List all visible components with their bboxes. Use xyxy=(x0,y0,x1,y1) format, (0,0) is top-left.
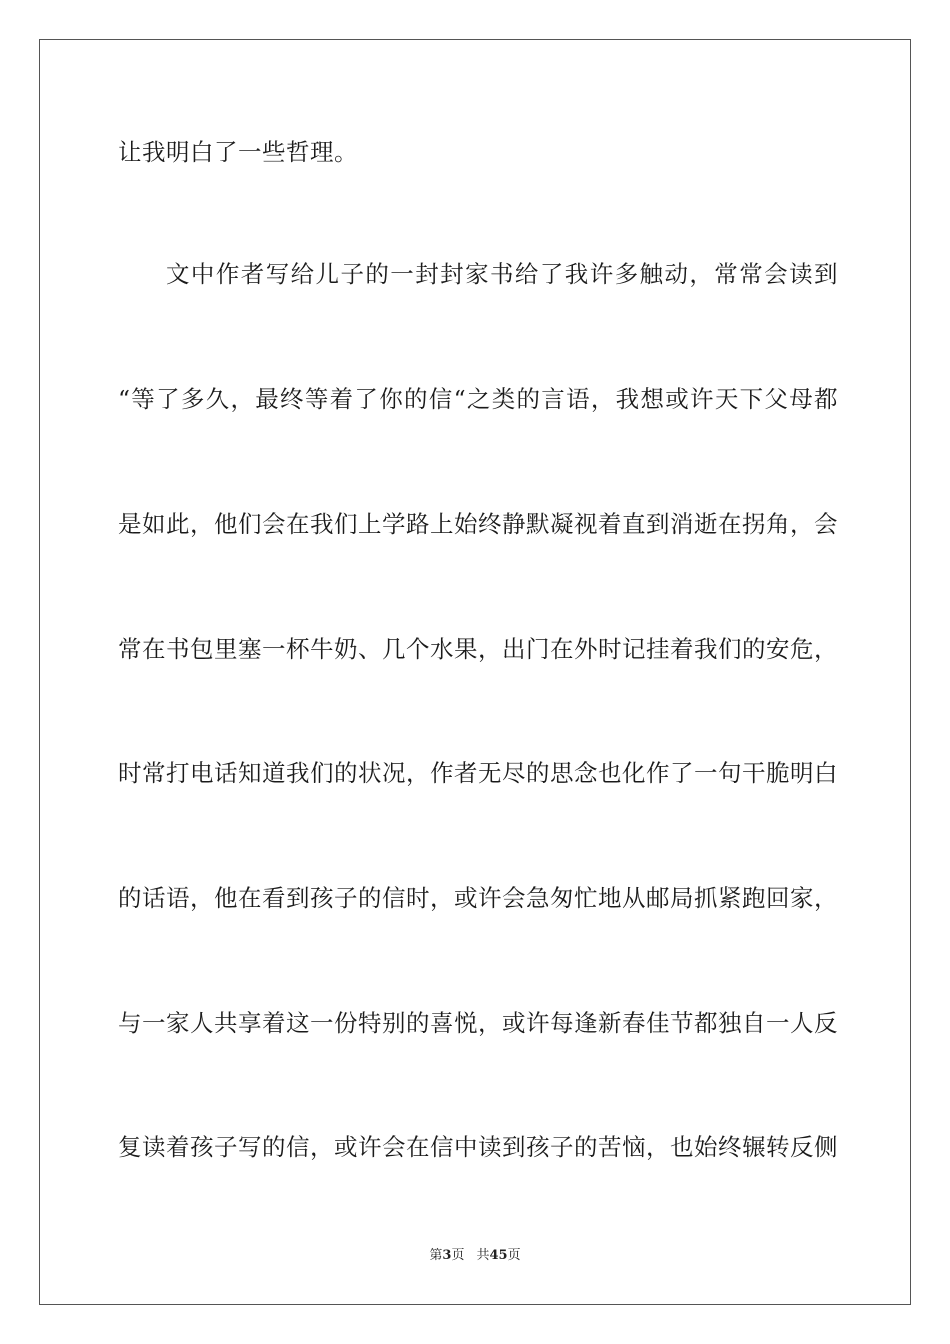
total-prefix: 共 xyxy=(476,1248,490,1263)
text-line-5: 常在书包里塞一杯牛奶、几个水果，出门在外时记挂着我们的安危， xyxy=(118,635,838,663)
text-line-8: 与一家人共享着这一份特别的喜悦，或许每逢新春佳节都独自一人反 xyxy=(118,1009,838,1037)
text-line-4: 是如此，他们会在我们上学路上始终静默凝视着直到消逝在拐角，会 xyxy=(118,510,838,538)
page-number: 3 xyxy=(442,1248,452,1263)
text-line-6: 时常打电话知道我们的状况，作者无尽的思念也化作了一句干脆明白 xyxy=(118,759,838,787)
page-prefix: 第 xyxy=(429,1248,443,1263)
text-line-9: 复读着孩子写的信，或许会在信中读到孩子的苦恼，也始终辗转反侧 xyxy=(118,1133,838,1161)
text-line-3: “等了多久，最终等着了你的信“之类的言语，我想或许天下父母都 xyxy=(118,385,838,413)
text-line-2: 文中作者写给儿子的一封封家书给了我许多触动，常常会读到 xyxy=(166,260,838,288)
page-footer xyxy=(0,1247,950,1265)
page-border xyxy=(39,39,911,1305)
total-suffix: 页 xyxy=(507,1248,521,1263)
page-suffix: 页 xyxy=(451,1248,465,1263)
total-pages: 45 xyxy=(489,1248,508,1263)
text-line-7: 的话语，他在看到孩子的信时，或许会急匆忙地从邮局抓紧跑回家， xyxy=(118,884,838,912)
text-line-1: 让我明白了一些哲理。 xyxy=(118,138,358,166)
